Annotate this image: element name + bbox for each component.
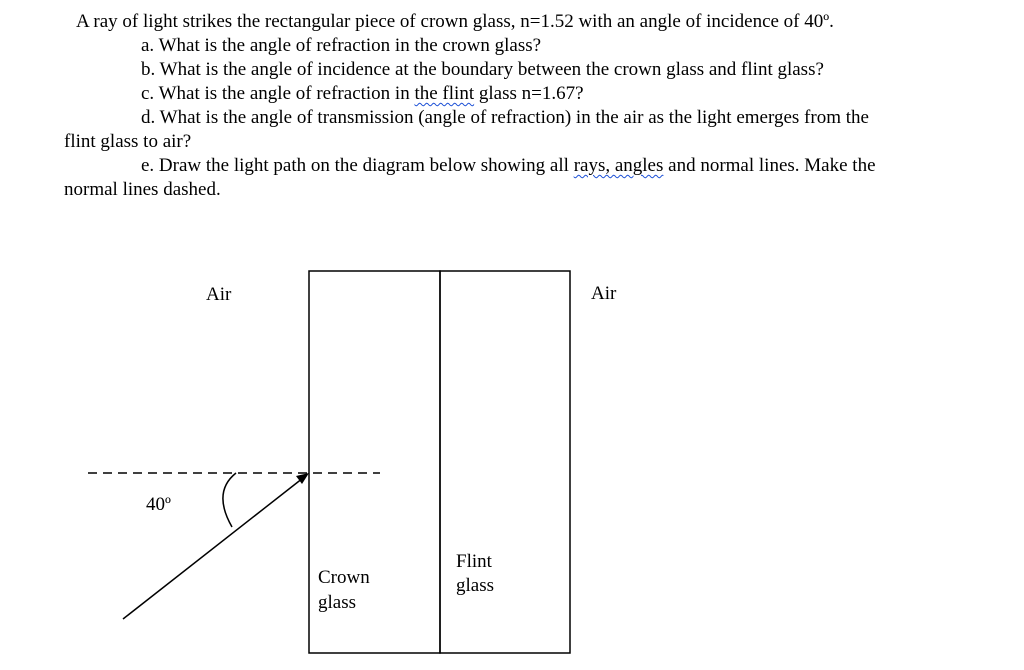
question-e-continued: normal lines dashed. [64,179,221,200]
flint-label-line2: glass [456,575,494,596]
question-b: b. What is the angle of incidence at the boundary between the crown glass and flint glass? [141,59,824,80]
question-c-start: c. What is the angle of refraction in [141,83,415,104]
angle-arc [223,473,236,527]
crown-label-line2: glass [318,592,356,613]
question-c-flagged-phrase: the flint [414,83,475,104]
question-a: a. What is the angle of refraction in the crown glass? [141,35,542,56]
crown-label-line1: Crown [318,567,370,588]
question-d: d. What is the angle of transmission (angle of refraction) in the air as the light emerges from the [141,107,869,128]
question-c-end: glass n=1.67? [474,83,584,104]
air-label-right: Air [591,283,617,304]
question-e-end: and normal lines. Make the [663,155,876,176]
incidence-angle-label: 40º [146,494,171,515]
flint-label-line1: Flint [456,551,492,572]
question-d-continued: flint glass to air? [64,131,192,152]
question-e-start: e. Draw the light path on the diagram below showing all [141,155,574,176]
question-e-flagged-phrase: rays, angles [573,155,664,176]
problem-intro: A ray of light strikes the rectangular piece of crown glass, n=1.52 with an angle of incidence of 40º. [76,11,834,32]
air-label-left: Air [206,284,232,305]
